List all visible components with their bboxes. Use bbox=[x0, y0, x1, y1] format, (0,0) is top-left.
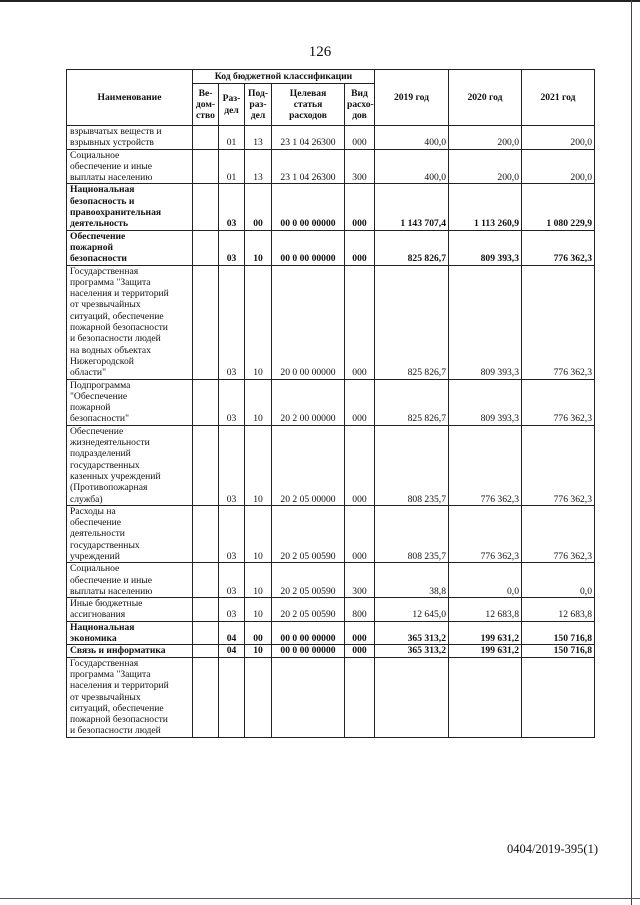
cell-2021: 776 362,3 bbox=[522, 265, 595, 379]
cell-podrazdel: 10 bbox=[245, 645, 272, 657]
table-row bbox=[67, 645, 595, 657]
cell-expense-type: 000 bbox=[345, 126, 375, 150]
scan-edge-right bbox=[631, 0, 632, 905]
cell-vedomstvo bbox=[193, 379, 219, 425]
scan-edge-top bbox=[0, 0, 640, 10]
cell-expense-type: 000 bbox=[345, 621, 375, 645]
cell-razdel: 03 bbox=[219, 598, 245, 622]
cell-vedomstvo bbox=[193, 230, 219, 265]
cell-2020 bbox=[449, 657, 522, 737]
cell-expense-type: 300 bbox=[345, 563, 375, 598]
cell-expense-type: 000 bbox=[345, 425, 375, 505]
cell-vedomstvo bbox=[193, 657, 219, 737]
cell-2020: 200,0 bbox=[449, 149, 522, 184]
cell-podrazdel: 10 bbox=[245, 379, 272, 425]
cell-vedomstvo bbox=[193, 505, 219, 562]
cell-target-article: 00 0 00 00000 bbox=[272, 184, 345, 230]
cell-name: Социальное обеспечение и иные выплаты населению bbox=[67, 563, 193, 598]
scan-edge-bottom bbox=[0, 898, 640, 899]
cell-podrazdel: 10 bbox=[245, 505, 272, 562]
cell-name: Обеспечение жизнедеятельности подразделений государственных казенных учреждений (Противопожарная служба) bbox=[67, 425, 193, 505]
cell-target-article: 00 0 00 00000 bbox=[272, 645, 345, 657]
cell-razdel: 04 bbox=[219, 645, 245, 657]
header-expense-type: Вид расхо- дов bbox=[345, 84, 375, 126]
table-row bbox=[67, 598, 595, 622]
cell-target-article: 20 2 05 00590 bbox=[272, 563, 345, 598]
cell-name: Государственная программа "Защита населения и территорий от чрезвычайных ситуаций, обеспечение пожарной безопасности и безопасности людей bbox=[67, 657, 193, 737]
table-body bbox=[67, 126, 595, 738]
header-razdel: Раз- дел bbox=[219, 84, 245, 126]
cell-podrazdel: 13 bbox=[245, 149, 272, 184]
cell-2020: 200,0 bbox=[449, 126, 522, 150]
table-row bbox=[67, 265, 595, 379]
cell-target-article: 23 1 04 26300 bbox=[272, 126, 345, 150]
cell-target-article: 20 2 00 00000 bbox=[272, 379, 345, 425]
cell-2019: 365 313,2 bbox=[375, 645, 449, 657]
cell-name: Подпрограмма "Обеспечение пожарной безопасности" bbox=[67, 379, 193, 425]
cell-name: Национальная экономика bbox=[67, 621, 193, 645]
header-vedomstvo: Ве- дом- ство bbox=[193, 84, 219, 126]
header-classification-group: Код бюджетной классификации bbox=[193, 70, 375, 84]
cell-2019: 808 235,7 bbox=[375, 425, 449, 505]
cell-2021: 200,0 bbox=[522, 126, 595, 150]
cell-2021 bbox=[522, 657, 595, 737]
cell-name: Социальное обеспечение и иные выплаты населению bbox=[67, 149, 193, 184]
cell-target-article: 20 2 05 00590 bbox=[272, 505, 345, 562]
cell-razdel bbox=[219, 657, 245, 737]
cell-podrazdel bbox=[245, 657, 272, 737]
cell-target-article: 23 1 04 26300 bbox=[272, 149, 345, 184]
cell-2019: 825 826,7 bbox=[375, 230, 449, 265]
header-2019: 2019 год bbox=[375, 70, 449, 126]
cell-name: Расходы на обеспечение деятельности государственных учреждений bbox=[67, 505, 193, 562]
cell-razdel: 03 bbox=[219, 265, 245, 379]
cell-vedomstvo bbox=[193, 621, 219, 645]
cell-2019: 400,0 bbox=[375, 126, 449, 150]
table-row bbox=[67, 563, 595, 598]
cell-razdel: 03 bbox=[219, 184, 245, 230]
cell-expense-type: 800 bbox=[345, 598, 375, 622]
cell-name: Иные бюджетные ассигнования bbox=[67, 598, 193, 622]
table-row bbox=[67, 379, 595, 425]
cell-2019: 12 645,0 bbox=[375, 598, 449, 622]
cell-podrazdel: 00 bbox=[245, 184, 272, 230]
cell-vedomstvo bbox=[193, 645, 219, 657]
header-podrazdel: Под- раз- дел bbox=[245, 84, 272, 126]
cell-name: Государственная программа "Защита населения и территорий от чрезвычайных ситуаций, обеспечение пожарной безопасности и безопасности людей на водных объектах Нижегородской области" bbox=[67, 265, 193, 379]
table-row bbox=[67, 126, 595, 150]
cell-podrazdel: 10 bbox=[245, 265, 272, 379]
cell-vedomstvo bbox=[193, 598, 219, 622]
cell-podrazdel: 10 bbox=[245, 563, 272, 598]
table-row bbox=[67, 184, 595, 230]
table-row bbox=[67, 425, 595, 505]
cell-2021: 0,0 bbox=[522, 563, 595, 598]
page-number: 126 bbox=[308, 44, 332, 60]
cell-2020: 1 113 260,9 bbox=[449, 184, 522, 230]
cell-name: Обеспечение пожарной безопасности bbox=[67, 230, 193, 265]
cell-vedomstvo bbox=[193, 563, 219, 598]
cell-expense-type: 000 bbox=[345, 505, 375, 562]
cell-2020: 199 631,2 bbox=[449, 645, 522, 657]
cell-razdel: 03 bbox=[219, 563, 245, 598]
cell-razdel: 01 bbox=[219, 149, 245, 184]
cell-vedomstvo bbox=[193, 149, 219, 184]
table-row bbox=[67, 149, 595, 184]
header-2021: 2021 год bbox=[522, 70, 595, 126]
cell-2019: 400,0 bbox=[375, 149, 449, 184]
cell-2021: 776 362,3 bbox=[522, 425, 595, 505]
cell-podrazdel: 10 bbox=[245, 598, 272, 622]
cell-target-article: 00 0 00 00000 bbox=[272, 230, 345, 265]
cell-2021: 776 362,3 bbox=[522, 230, 595, 265]
cell-podrazdel: 13 bbox=[245, 126, 272, 150]
cell-name: Связь и информатика bbox=[67, 645, 193, 657]
table-header bbox=[67, 70, 595, 126]
table-row bbox=[67, 505, 595, 562]
cell-2020: 199 631,2 bbox=[449, 621, 522, 645]
cell-podrazdel: 10 bbox=[245, 425, 272, 505]
cell-2019: 365 313,2 bbox=[375, 621, 449, 645]
cell-expense-type: 000 bbox=[345, 184, 375, 230]
cell-vedomstvo bbox=[193, 126, 219, 150]
cell-target-article: 20 2 05 00000 bbox=[272, 425, 345, 505]
cell-target-article: 20 0 00 00000 bbox=[272, 265, 345, 379]
header-2020: 2020 год bbox=[449, 70, 522, 126]
table-row bbox=[67, 621, 595, 645]
cell-2019: 1 143 707,4 bbox=[375, 184, 449, 230]
header-target-article: Целевая статья расходов bbox=[272, 84, 345, 126]
cell-2020: 776 362,3 bbox=[449, 425, 522, 505]
cell-2020: 12 683,8 bbox=[449, 598, 522, 622]
cell-razdel: 03 bbox=[219, 379, 245, 425]
cell-2020: 0,0 bbox=[449, 563, 522, 598]
cell-expense-type: 000 bbox=[345, 645, 375, 657]
cell-2020: 809 393,3 bbox=[449, 379, 522, 425]
cell-razdel: 01 bbox=[219, 126, 245, 150]
cell-vedomstvo bbox=[193, 425, 219, 505]
cell-podrazdel: 10 bbox=[245, 230, 272, 265]
cell-name: Национальная безопасность и правоохранительная деятельность bbox=[67, 184, 193, 230]
cell-podrazdel: 00 bbox=[245, 621, 272, 645]
cell-expense-type: 300 bbox=[345, 149, 375, 184]
cell-2021: 776 362,3 bbox=[522, 505, 595, 562]
cell-expense-type: 000 bbox=[345, 265, 375, 379]
document-code: 0404/2019-395(1) bbox=[507, 842, 598, 856]
cell-razdel: 04 bbox=[219, 621, 245, 645]
cell-vedomstvo bbox=[193, 184, 219, 230]
cell-razdel: 03 bbox=[219, 425, 245, 505]
table-row bbox=[67, 657, 595, 737]
header-name: Наименование bbox=[67, 70, 193, 126]
budget-table bbox=[66, 69, 595, 738]
cell-target-article bbox=[272, 657, 345, 737]
cell-2021: 12 683,8 bbox=[522, 598, 595, 622]
cell-2019: 825 826,7 bbox=[375, 265, 449, 379]
cell-2021: 150 716,8 bbox=[522, 645, 595, 657]
cell-2020: 776 362,3 bbox=[449, 505, 522, 562]
cell-name: взрывчатых веществ и взрывных устройств bbox=[67, 126, 193, 150]
cell-vedomstvo bbox=[193, 265, 219, 379]
cell-2019 bbox=[375, 657, 449, 737]
cell-razdel: 03 bbox=[219, 505, 245, 562]
table-row bbox=[67, 230, 595, 265]
cell-expense-type: 000 bbox=[345, 230, 375, 265]
cell-2020: 809 393,3 bbox=[449, 230, 522, 265]
cell-2021: 150 716,8 bbox=[522, 621, 595, 645]
cell-2019: 808 235,7 bbox=[375, 505, 449, 562]
cell-2021: 776 362,3 bbox=[522, 379, 595, 425]
cell-target-article: 00 0 00 00000 bbox=[272, 621, 345, 645]
cell-2021: 200,0 bbox=[522, 149, 595, 184]
cell-2019: 825 826,7 bbox=[375, 379, 449, 425]
cell-2021: 1 080 229,9 bbox=[522, 184, 595, 230]
cell-expense-type: 000 bbox=[345, 379, 375, 425]
cell-2020: 809 393,3 bbox=[449, 265, 522, 379]
cell-2019: 38,8 bbox=[375, 563, 449, 598]
cell-expense-type bbox=[345, 657, 375, 737]
cell-razdel: 03 bbox=[219, 230, 245, 265]
cell-target-article: 20 2 05 00590 bbox=[272, 598, 345, 622]
